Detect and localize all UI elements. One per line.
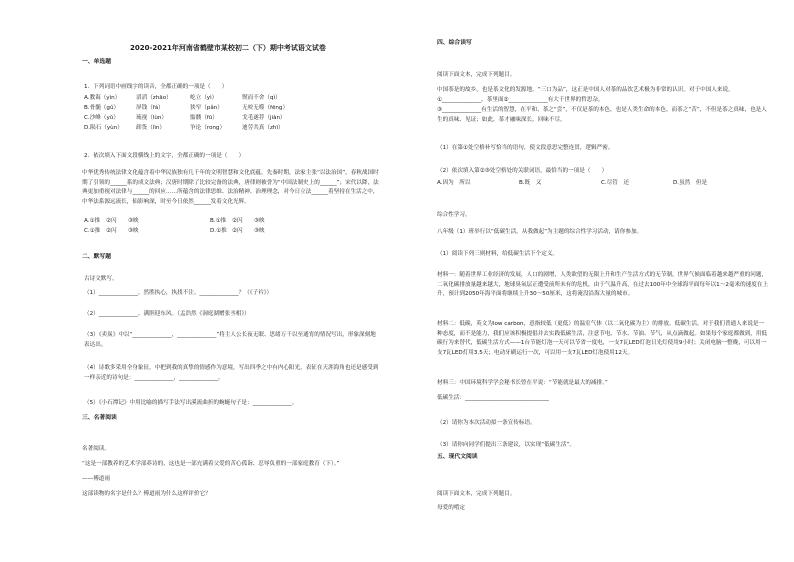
option-text: ②闪 bbox=[106, 228, 117, 234]
option-text: D.陨石（yùn） bbox=[84, 125, 123, 131]
classics-question: 这部读物的名字是什么？傅道雨为什么这样评价它？ bbox=[82, 491, 211, 497]
tea-question-2-options bbox=[437, 179, 707, 189]
low-carbon-question-1: （1）阅读下列三则材料，给低碳生活下个定义。 bbox=[437, 251, 559, 257]
section-integrated-writing: 四、综合读写 bbox=[437, 40, 472, 46]
option-row-c bbox=[84, 114, 286, 124]
dictation-3: （3）《卖炭》中以“______________，______________”将主人公长夜无眠、思绪万千以至通宵的情况写出，形象深刻地表达出。 bbox=[84, 332, 376, 348]
option-text: 争论（rong） bbox=[190, 125, 226, 131]
dictation-4: （4）诗歌多采用全身象征，中把到我的真挚的情感作为意境，写出四季之中有内心阳光，表征在天涯海角也还是感受到一样亲近的诗句是：______________，______________。 bbox=[84, 365, 379, 381]
option-text: 戈毛遂荐（jiàn） bbox=[242, 115, 286, 121]
classics-quote: “这是一部教养的艺术学部养诗的，这也是一部充满着父爱的苦心孤诣、忍辱负重的一部家庭教育（下）。” bbox=[82, 461, 340, 467]
option-text: C.①推 bbox=[84, 228, 101, 234]
option-text: B.既 又 bbox=[519, 180, 542, 186]
tea-question-1: （1）在第①处空格补写恰当的语句，使文段意思完整连贯，逻辑严密。 bbox=[437, 145, 614, 151]
option-text: B.骨髓（gǔ） bbox=[84, 105, 120, 111]
option-text: 骷髅（fū） bbox=[190, 115, 218, 121]
option-text: ③映 bbox=[254, 218, 265, 224]
tea-question-2: （2）依次填入第②③处空格处的关联词语，最恰当的一项是（ ） bbox=[437, 168, 608, 174]
dictation-intro: 古诗文默写。 bbox=[84, 276, 118, 282]
option-text: 迪劳共真（zhī） bbox=[242, 125, 284, 131]
option-text: 无咬无噬（fēng） bbox=[242, 105, 289, 111]
dictation-5: （5）《小石潭记》中用比喻的描写手法写出溪流曲折的蜿蜒句子是：______________。 bbox=[84, 400, 298, 406]
option-text: A.因为 所以 bbox=[437, 180, 471, 186]
modern-reading-title: 母爱的啃定 bbox=[437, 505, 465, 511]
question-1: 1．下列词语中画线字的读音，全都正确的一项是（ ） bbox=[84, 84, 228, 90]
tea-passage-1: 中国茶是的故乡，也是茶文化的发源地。“三口为品”，这正是中国人对茶的品饮艺术极为非常的认识。对于中国人来说，①______________。茶里面②______________有大千世界的哲思杂。 bbox=[437, 87, 734, 103]
material-3: 材料三：中国环境科学学会秘书长曾在平说：“节能就是最大的减排。” bbox=[437, 380, 608, 386]
low-carbon-definition-blank: 低碳生活：______________________________ bbox=[437, 395, 549, 401]
integrated-study-intro: 八年级（1）班举行以“低碳生活，从我做起”为主题的综合性学习活动，请你参加。 bbox=[437, 229, 643, 235]
option-row-cd bbox=[84, 227, 265, 237]
option-row-a bbox=[84, 94, 281, 104]
option-text: 滔滔（zhāo） bbox=[136, 95, 172, 101]
option-row-d bbox=[84, 124, 284, 134]
option-text: 屹立（yì） bbox=[190, 95, 218, 101]
question-2-passage: 中华优秀传统法律文化蕴含着中华民族独有几千年的文明智慧和文化底蕴。先秦时期，法家主张“以法治国”，春秋战国时期了引领的______系的成文法典；汉唐时期除了比较完备的法典，唐律则被誉为“中国法制史上的______”；宋代以降，法典更加重视对法律与______的回应……所蕴含的法律思维、法治精神、治理理念，对今日立法______着坚持在生活之中，中华法系源远流长，仙影响深，时至今日依然______发着文化光辉。 bbox=[82, 170, 379, 205]
option-text: B.①推 bbox=[210, 218, 227, 224]
option-text: ②闪 bbox=[106, 218, 117, 224]
option-text: C.沙峰（yǔ） bbox=[84, 115, 119, 121]
classics-intro: 名著阅读。 bbox=[82, 446, 110, 452]
option-text: ③映 bbox=[254, 228, 265, 234]
material-1: 材料一：随着世界工业经济的发展，人口的剧增，人类欲望的无限上升和生产生活方式的无节制，世界气候面临着越来越严重的问题，二氧化碳排放量越来越大，地球臭氧层正遭受前所未有的危机，由于气温升高，在过去100年中全球海平面每年以1～2毫米的速度在上升，预计到2050年海平面将继续上升30～50厘米，这将淹没沿海大量的城市。 bbox=[437, 272, 769, 298]
option-text: ②闪 bbox=[232, 228, 243, 234]
option-text: 琉视（lùn） bbox=[136, 115, 168, 121]
reading-instruction: 阅读下面文本，完成下列题目。 bbox=[437, 72, 516, 78]
section-single-choice: 一、单选题 bbox=[82, 59, 111, 65]
option-text: C.尽管 还 bbox=[601, 180, 630, 186]
integrated-study-title: 综合性学习。 bbox=[437, 212, 471, 218]
option-row-ab bbox=[84, 217, 265, 227]
option-text: A.①推 bbox=[84, 218, 101, 224]
option-text: 卸货（lìn） bbox=[136, 125, 166, 131]
option-text: A.教诲（yìn） bbox=[84, 95, 121, 101]
tea-passage-2: ③______________有生活的智慧，在平和、茶之“尝”，不仅是茶的本色，也是人类生命的本色。而茶之“苦”，不但是茶之真味，也是人生的真味、见证；如此，茶才融味深长，回味不尽。 bbox=[437, 107, 767, 123]
section-classics-reading: 三、名著阅读 bbox=[82, 415, 117, 421]
question-2: 2．依次填入下面文段横线上的文字，全都正确的一项是（ ） bbox=[84, 153, 245, 159]
option-text: 锲而不舍（qì） bbox=[242, 95, 281, 101]
section-modern-reading: 五、现代文阅读 bbox=[437, 454, 478, 460]
option-text: ③映 bbox=[128, 228, 139, 234]
dictation-1: （1）______________。然胜执心，执找不注。______________？（《子衿》） bbox=[84, 290, 273, 296]
section-dictation: 二、默写题 bbox=[82, 254, 111, 260]
page-title: 2020-2021年河南省鹤壁市某校初二（下）期中考试语文试卷 bbox=[130, 44, 326, 52]
option-text: D.①推 bbox=[210, 228, 227, 234]
option-text: ③映 bbox=[128, 218, 139, 224]
modern-reading-instruction: 阅读下面文本，完成下列题目。 bbox=[437, 491, 516, 497]
option-text: 狭窄（pǎn） bbox=[190, 105, 223, 111]
option-text: 屏钱（fá） bbox=[136, 105, 164, 111]
low-carbon-question-3: （3）请你向同学们提出三条建议，以实现“低碳生活”。 bbox=[437, 442, 576, 448]
material-2: 材料二：低碳，英文为low carbon，意指较低（更低）的温室气体（以二氧化碳为主）的排放。低碳生活，对于我们普通人来说是一种态度，而不是能力，我们应该积极提倡并去实践低碳生活，注意节电、节水、节油、节气，从点滴做起。如果每个家庭都做到，用低碳行为来替代，低碳生活方式——1台节能灯泡一天可以节省一度电，一支7瓦LED灯泡日光灯使用9小时；关闭电脑一整晚，可以用一支7瓦LED灯用3.5天；电动牙刷运行一次，可以用一支7瓦LED灯泡使用12天。 bbox=[437, 321, 768, 356]
option-row-b bbox=[84, 104, 288, 114]
dictation-2: （2）______________。满胆迎东风。（孟浩然《洞庭湖赠张丞相》） bbox=[84, 311, 250, 317]
option-text: ②闪 bbox=[232, 218, 243, 224]
option-text: D.虽然 但是 bbox=[673, 180, 708, 186]
classics-quote-author: ——傅道雨 bbox=[82, 476, 110, 482]
low-carbon-question-2: （2）请你为本次活动拟一条宣传标语。 bbox=[437, 420, 536, 426]
